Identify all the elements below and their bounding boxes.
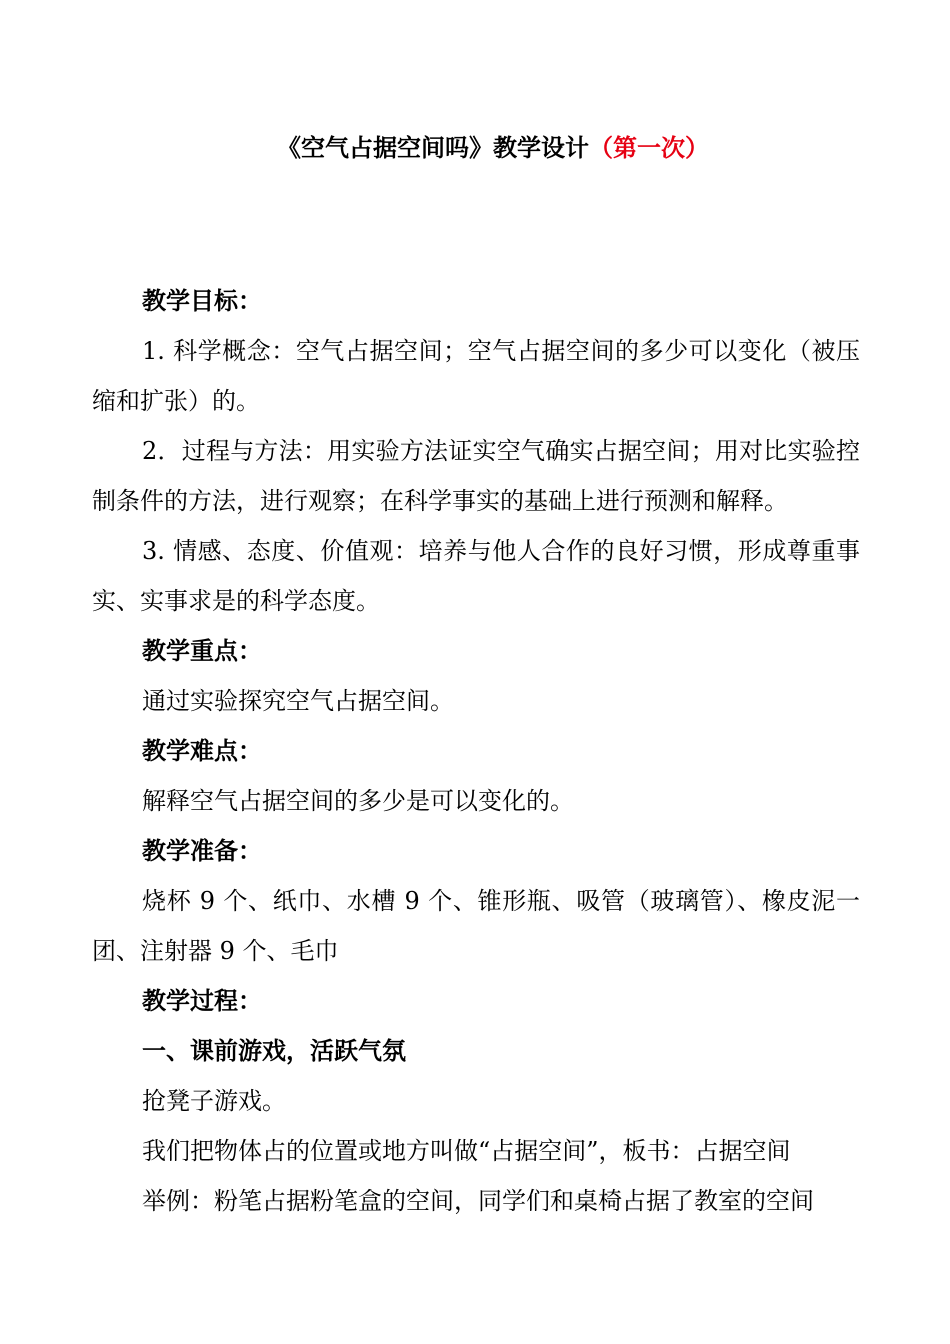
title-main: 《空气占据空间吗》教学设计 — [277, 133, 589, 162]
prep-text: 烧杯 9 个、纸巾、水槽 9 个、锥形瓶、吸管（玻璃管）、橡皮泥一团、注射器 9 个、毛巾 — [92, 887, 860, 965]
goals-heading: 教学目标： — [142, 286, 262, 315]
difficulty-text: 解释空气占据空间的多少是可以变化的。 — [142, 787, 574, 815]
step-1-heading: 一、课前游戏，活跃气氛 — [142, 1036, 406, 1065]
step-1-line-2: 我们把物体占的位置或地方叫做“占据空间”，板书：占据空间 — [142, 1137, 791, 1165]
key-text: 通过实验探究空气占据空间。 — [142, 687, 454, 715]
key-heading: 教学重点： — [142, 636, 262, 665]
document-body — [92, 276, 860, 1226]
title-suffix: （第一次） — [589, 133, 709, 162]
goal-1: 1. 科学概念：空气占据空间；空气占据空间的多少可以变化（被压缩和扩张）的。 — [92, 337, 860, 415]
document-title — [92, 128, 860, 168]
process-heading: 教学过程： — [142, 986, 262, 1015]
prep-heading: 教学准备： — [142, 836, 262, 865]
difficulty-heading: 教学难点： — [142, 736, 262, 765]
goal-3: 3. 情感、态度、价值观：培养与他人合作的良好习惯，形成尊重事实、实事求是的科学态度。 — [92, 537, 860, 615]
goal-2: 2．过程与方法：用实验方法证实空气确实占据空间；用对比实验控制条件的方法，进行观察；在科学事实的基础上进行预测和解释。 — [92, 437, 860, 515]
step-1-line-3: 举例：粉笔占据粉笔盒的空间，同学们和桌椅占据了教室的空间 — [142, 1187, 814, 1215]
step-1-line-1: 抢凳子游戏。 — [142, 1087, 286, 1115]
